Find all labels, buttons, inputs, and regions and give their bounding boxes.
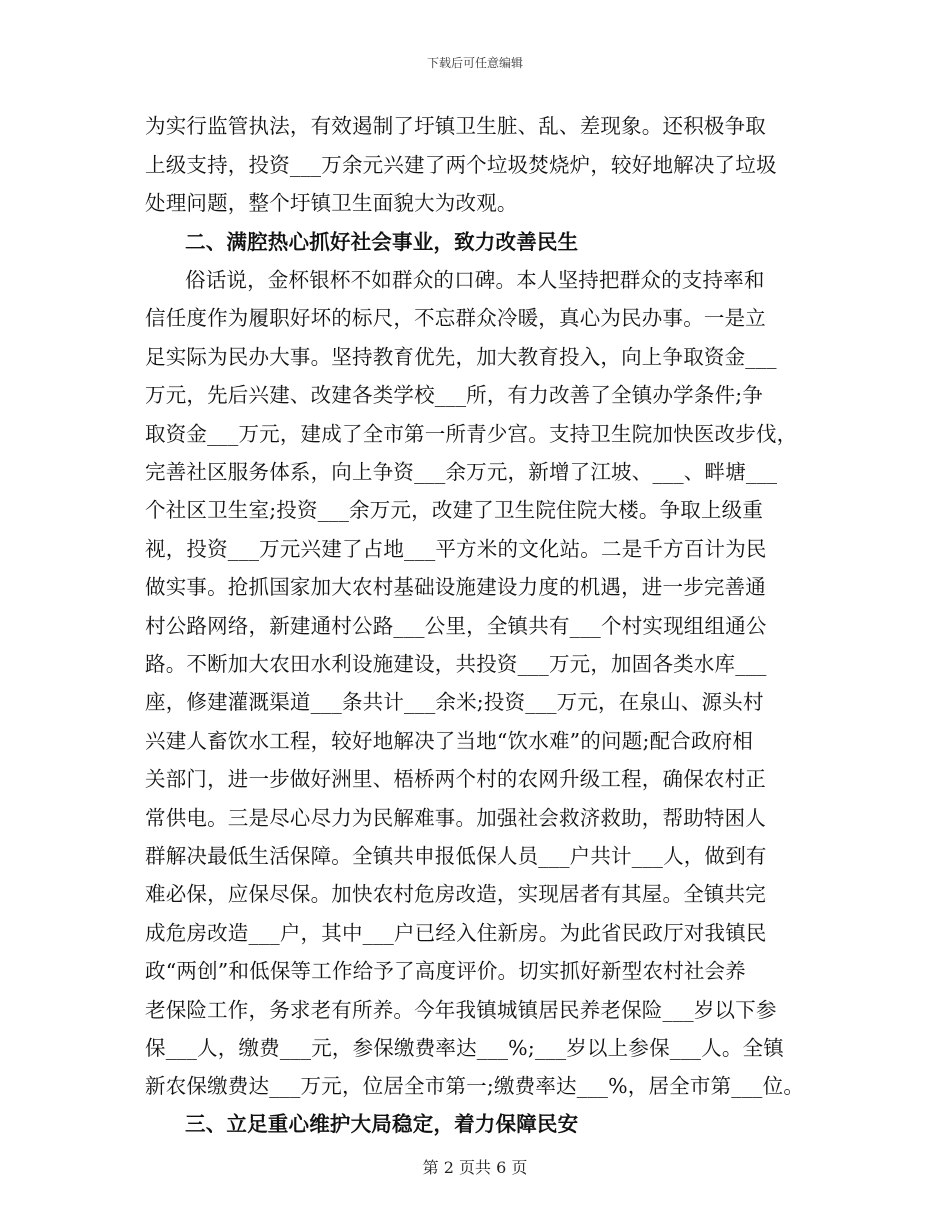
body-line: 兴建人畜饮水工程，较好地解决了当地“饮水难”的问题;配合政府相 xyxy=(145,729,754,753)
body-line: 个社区卫生室;投资___余万元，改建了卫生院住院大楼。争取上级重 xyxy=(145,498,764,522)
body-line: 成危房改造___户，其中___户已经入住新房。为此省民政厅对我镇民 xyxy=(145,921,767,945)
body-line: 关部门，进一步做好洲里、梧桥两个村的农网升级工程，确保农村正 xyxy=(145,767,766,791)
body-line: 做实事。抢抓国家加大农村基础设施建设力度的机遇，进一步完善通 xyxy=(145,575,766,599)
section-heading: 二、满腔热心抓好社会事业，致力改善民生 xyxy=(185,230,579,254)
body-line: 常供电。三是尽心尽力为民解难事。加强社会救济救助，帮助特困人 xyxy=(145,806,766,830)
paragraph-first-line: 俗话说，金杯银杯不如群众的口碑。本人坚持把群众的支持率和 xyxy=(185,268,765,292)
section-heading: 三、立足重心维护大局稳定，着力保障民安 xyxy=(185,1112,579,1136)
body-line: 座，修建灌溉渠道___条共计___余米;投资___万元，在泉山、源头村 xyxy=(145,690,764,714)
page-header: 下载后可任意编辑 xyxy=(426,56,523,70)
body-line: 处理问题，整个圩镇卫生面貌大为改观。 xyxy=(145,191,518,215)
body-line: 村公路网络，新建通村公路___公里，全镇共有___个村实现组组通公 xyxy=(145,614,767,638)
body-line: 难必保，应保尽保。加快农村危房改造，实现居者有其屋。全镇共完 xyxy=(145,882,766,906)
body-line: 取资金___万元，建成了全市第一所青少宫。支持卫生院加快医改步伐， xyxy=(145,422,798,446)
body-line: 信任度作为履职好坏的标尺，不忘群众冷暖，真心为民办事。一是立 xyxy=(145,306,766,330)
body-line: 视，投资___万元兴建了占地___平方米的文化站。二是千方百计为民 xyxy=(145,537,767,561)
body-line: 老保险工作，务求老有所养。今年我镇城镇居民养老保险___岁以下参 xyxy=(145,998,777,1022)
body-line: 上级支持，投资___万余元兴建了两个垃圾焚烧炉，较好地解决了垃圾 xyxy=(145,153,777,177)
body-line: 群解决最低生活保障。全镇共申报低保人员___户共计___人，做到有 xyxy=(145,844,767,868)
body-line: 足实际为民办大事。坚持教育优先，加大教育投入，向上争取资金___ xyxy=(145,345,777,369)
page-number: 第 2 页共 6 页 xyxy=(422,1158,528,1177)
body-line: 万元，先后兴建、改建各类学校___所，有力改善了全镇办学条件;争 xyxy=(145,383,764,407)
body-line: 政“两创”和低保等工作给予了高度评价。切实抓好新型农村社会养 xyxy=(145,959,746,983)
body-line: 路。不断加大农田水利设施建设，共投资___万元，加固各类水库___ xyxy=(145,652,767,676)
body-line: 为实行监管执法，有效遏制了圩镇卫生脏、乱、差现象。还积极争取 xyxy=(145,114,766,138)
body-line: 保___人，缴费___元，参保缴费率达___%;___岁以上参保___人。全镇 xyxy=(145,1036,784,1060)
body-line: 完善社区服务体系，向上争资___余万元，新增了江坡、___、畔塘___ xyxy=(145,460,778,484)
body-line: 新农保缴费达___万元，位居全市第一;缴费率达___%，居全市第___位。 xyxy=(145,1074,805,1098)
